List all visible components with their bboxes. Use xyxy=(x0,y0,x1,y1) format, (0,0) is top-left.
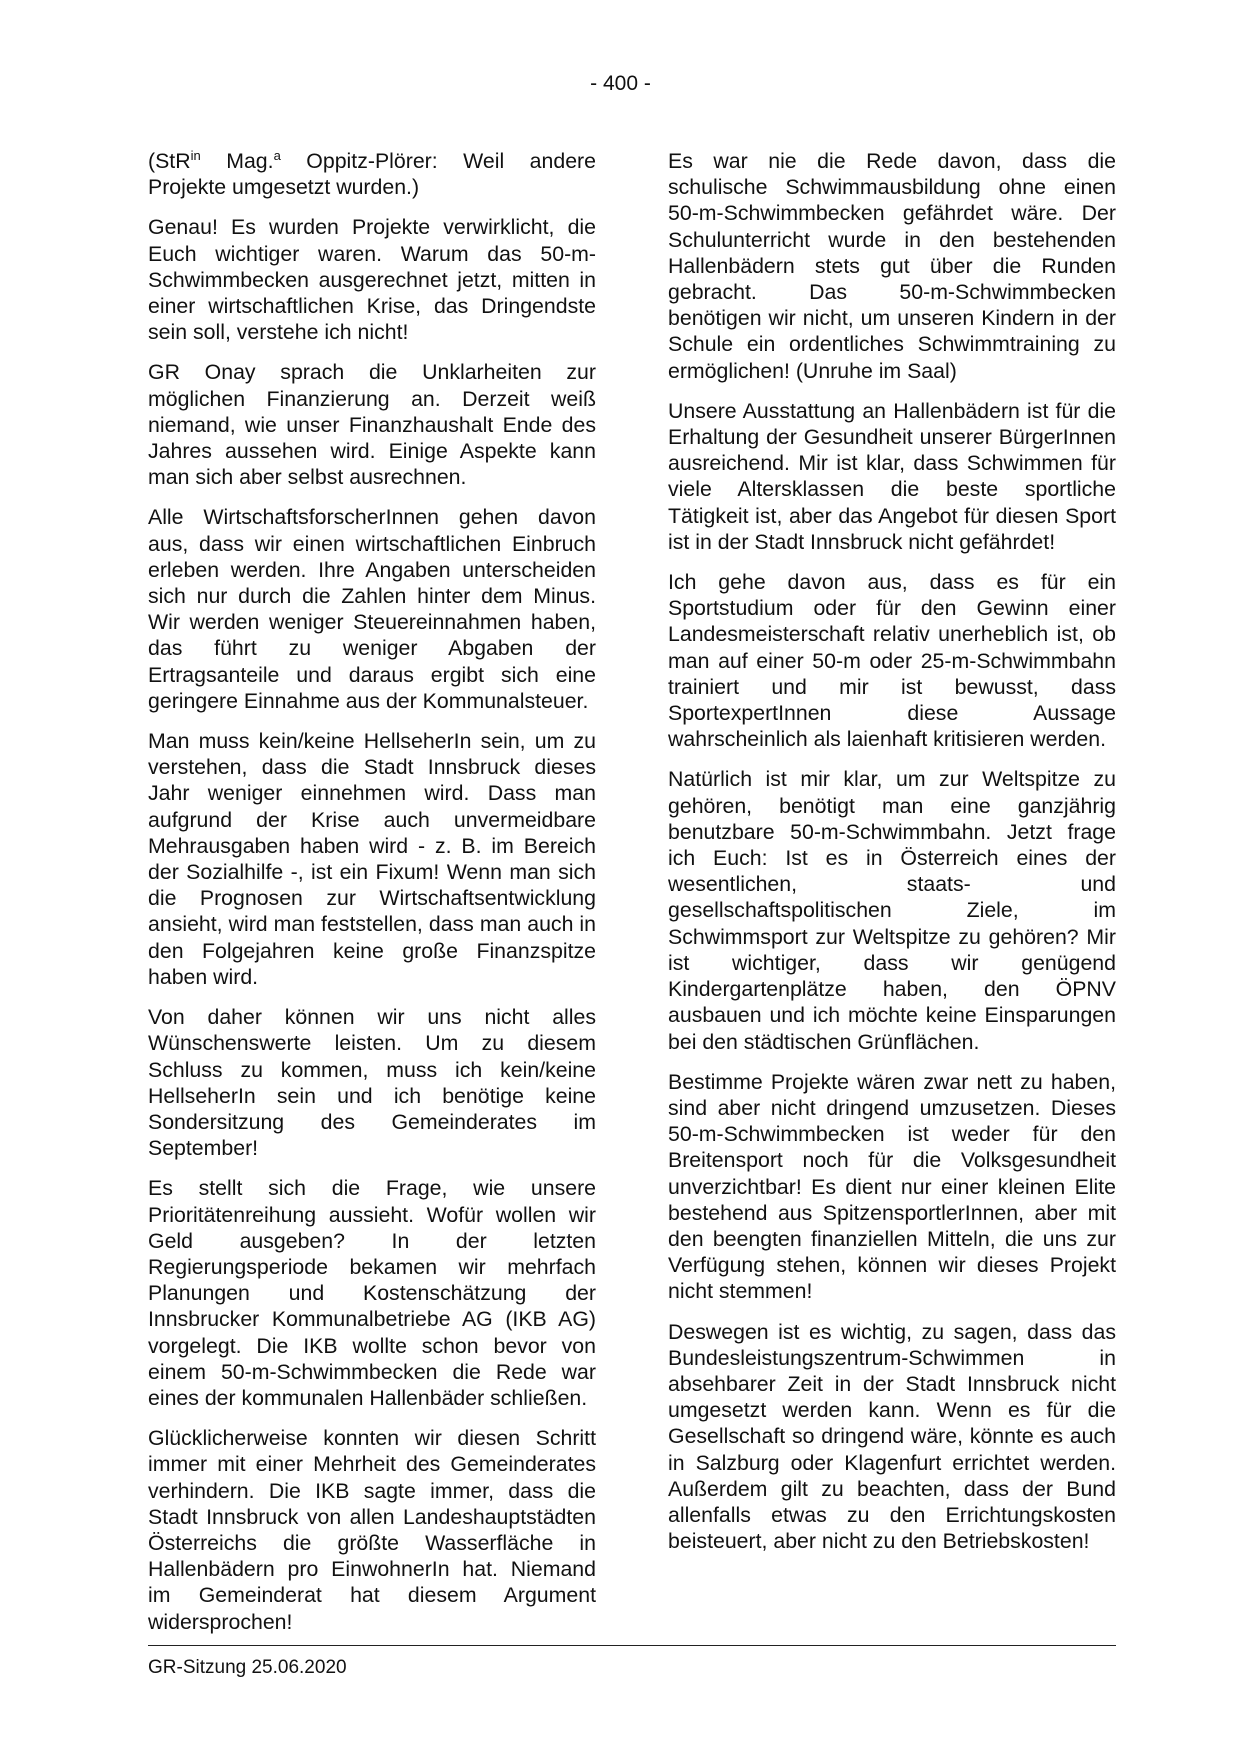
interjection-rest: Oppitz-Plörer: Weil andere Projekte umgesetzt wurden.) xyxy=(148,149,596,200)
interjection-prefix: (StR xyxy=(148,149,191,173)
paragraph: Es stellt sich die Frage, wie unsere Prioritätenreihung aussieht. Wofür wollen wir Geld ausgeben? In der letzten Regierungsperiode bekamen wir mehrfach Planungen und Kostenschätzung der Innsbrucker Kommunalbetriebe AG (IKB AG) vorgelegt. Die IKB wollte schon bevor von einem 50-m-Schwimmbecken die Rede war eines der kommunalen Hallenbäder schließen. xyxy=(148,1176,596,1410)
superscript-in: in xyxy=(190,147,201,163)
right-column xyxy=(668,148,1116,1568)
paragraph: Es war nie die Rede davon, dass die schulische Schwimmausbildung ohne einen 50-m-Schwimmbecken gefährdet wäre. Der Schulunterricht wurde in den bestehenden Hallenbädern stets gut über die Runden gebracht. Das 50-m-Schwimmbecken benötigen wir nicht, um unseren Kindern in der Schule ein ordentliches Schwimmtraining zu ermöglichen! (Unruhe im Saal) xyxy=(668,149,1116,383)
interjection-middle: Mag. xyxy=(200,149,274,173)
paragraph: Genau! Es wurden Projekte verwirklicht, die Euch wichtiger waren. Warum das 50-m-Schwimmbecken ausgerechnet jetzt, mitten in einer wirtschaftlichen Krise, das Dringendste sein soll, verstehe ich nicht! xyxy=(148,215,596,345)
page-number: - 400 - xyxy=(590,72,651,95)
paragraph: Deswegen ist es wichtig, zu sagen, dass das Bundesleistungszentrum-Schwimmen in absehbarer Zeit in der Stadt Innsbruck nicht umgesetzt werden kann. Wenn es für die Gesellschaft so dringend wäre, könnte es auch in Salzburg oder Klagenfurt errichtet werden. Außerdem gilt zu beachten, dass der Bund allenfalls etwas zu den Errichtungskosten beisteuert, aber nicht zu den Betriebskosten! xyxy=(668,1319,1116,1554)
footer-divider xyxy=(148,1645,1116,1646)
footer-session-date: GR-Sitzung 25.06.2020 xyxy=(148,1657,347,1678)
paragraph-interjection xyxy=(148,148,596,200)
paragraph: Bestimme Projekte wären zwar nett zu haben, sind aber nicht dringend umzusetzen. Dieses 50-m-Schwimmbecken ist weder für den Breitensport noch für die Volksgesundheit unverzichtbar! Es dient nur einer kleinen Elite bestehend aus SpitzensportlerInnen, aber mit den beengten finanziellen Mitteln, die uns zur Verfügung stehen, können wir dieses Projekt nicht stemmen! xyxy=(668,1069,1116,1304)
paragraph: Unsere Ausstattung an Hallenbädern ist für die Erhaltung der Gesundheit unserer BürgerInnen ausreichend. Mir ist klar, dass Schwimmen für viele Altersklassen die beste sportliche Tätigkeit ist, aber das Angebot für diesen Sport ist in der Stadt Innsbruck nicht gefährdet! xyxy=(668,398,1116,554)
paragraph: GR Onay sprach die Unklarheiten zur möglichen Finanzierung an. Derzeit weiß niemand, wie unser Finanzhaushalt Ende des Jahres aussehen wird. Einige Aspekte kann man sich aber selbst ausrechnen. xyxy=(148,360,596,490)
paragraph: Von daher können wir uns nicht alles Wünschenswerte leisten. Um zu diesem Schluss zu kommen, muss ich kein/keine HellseherIn sein und ich benötige keine Sondersitzung des Gemeinderates im September! xyxy=(148,1005,596,1161)
paragraph: Glücklicherweise konnten wir diesen Schritt immer mit einer Mehrheit des Gemeinderates verhindern. Die IKB sagte immer, dass die Stadt Innsbruck von allen Landeshauptstädten Österreichs die größte Wasserfläche in Hallenbädern pro EinwohnerIn hat. Niemand im Gemeinderat hat diesem Argument widersprochen! xyxy=(148,1426,596,1634)
paragraph: Alle WirtschaftsforscherInnen gehen davon aus, dass wir einen wirtschaftlichen Einbruch erleben werden. Ihre Angaben unterscheiden sich nur durch die Zahlen hinter dem Minus. Wir werden weniger Steuereinnahmen haben, das führt zu weniger Abgaben der Ertragsanteile und daraus ergibt sich eine geringere Einnahme aus der Kommunalsteuer. xyxy=(148,505,596,713)
left-column xyxy=(148,148,596,1649)
paragraph: Man muss kein/keine HellseherIn sein, um zu verstehen, dass die Stadt Innsbruck dieses Jahr weniger einnehmen wird. Dass man aufgrund der Krise auch unvermeidbare Mehrausgaben haben wird - z. B. im Bereich der Sozialhilfe -, ist ein Fixum! Wenn man sich die Prognosen zur Wirtschaftsentwicklung ansieht, wird man feststellen, dass man auch in den Folgejahren keine große Finanzspitze haben wird. xyxy=(148,729,596,989)
superscript-a: a xyxy=(273,147,281,163)
paragraph: Natürlich ist mir klar, um zur Weltspitze zu gehören, benötigt man eine ganzjährig benutzbare 50-m-Schwimmbahn. Jetzt frage ich Euch: Ist es in Österreich eines der wesentlichen, staats- und gesellschaftspolitischen Ziele, im Schwimmsport zur Weltspitze zu gehören? Mir ist wichtiger, dass wir genügend Kindergartenplätze haben, den ÖPNV ausbauen und ich möchte keine Einsparungen bei den städtischen Grünflächen. xyxy=(668,767,1116,1054)
paragraph: Ich gehe davon aus, dass es für ein Sportstudium oder für den Gewinn einer Landesmeisterschaft relativ unerheblich ist, ob man auf einer 50-m oder 25-m-Schwimmbahn trainiert und mir ist bewusst, dass SportexpertInnen diese Aussage wahrscheinlich als laienhaft kritisieren werden. xyxy=(668,570,1116,752)
